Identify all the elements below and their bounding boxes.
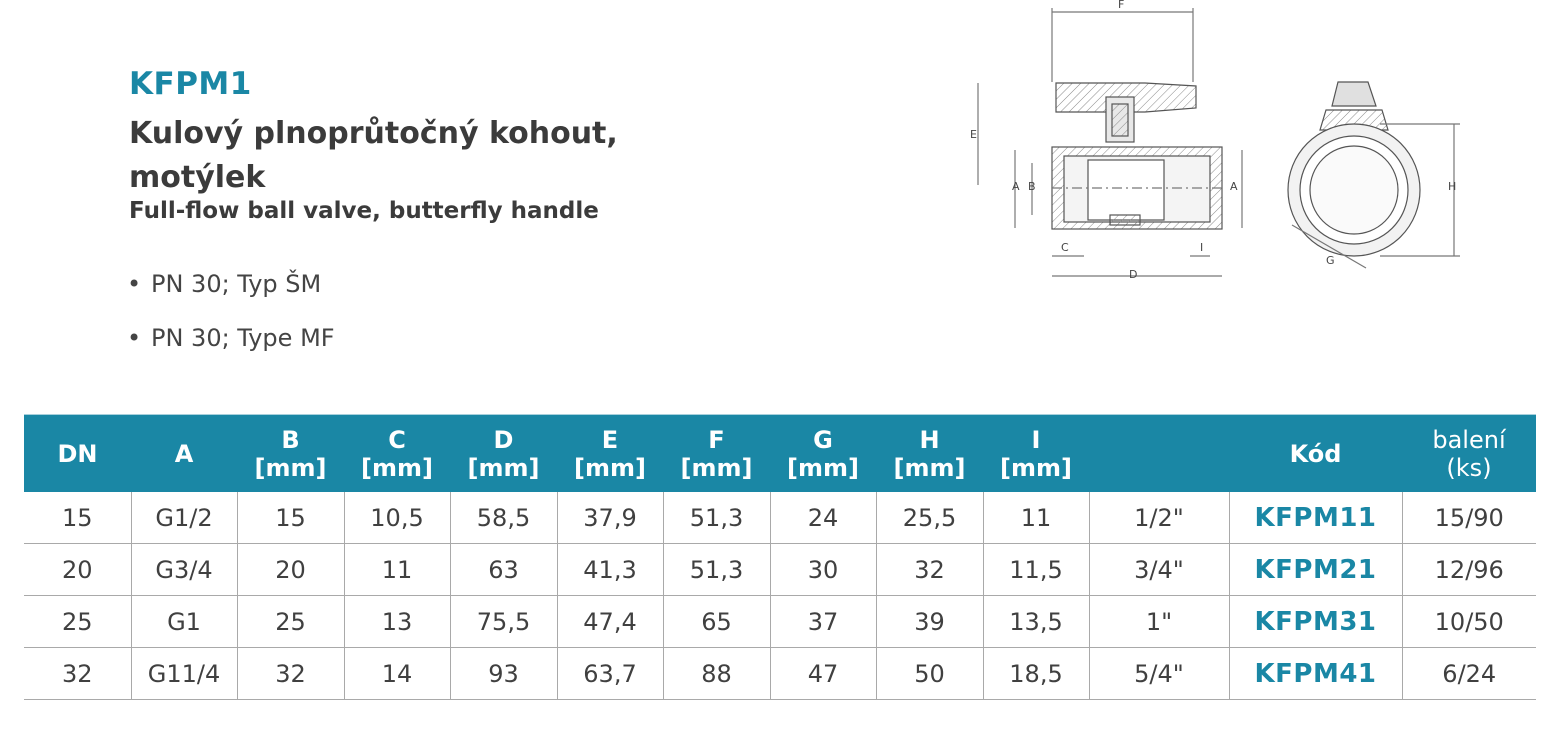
cell-h: 32 xyxy=(876,544,983,596)
header-unit: [mm] xyxy=(1000,453,1072,482)
cell-i: 13,5 xyxy=(983,596,1089,648)
header-unit: [mm] xyxy=(254,453,327,482)
bullet-dot: • xyxy=(127,324,142,352)
header-unit: [mm] xyxy=(574,453,646,482)
dim-label-e: E xyxy=(970,128,977,141)
cell-i: 18,5 xyxy=(983,648,1089,700)
cell-baleni: 12/96 xyxy=(1402,544,1536,596)
header-label: I xyxy=(1031,425,1041,454)
header-label: H xyxy=(919,425,940,454)
cell-g: 30 xyxy=(770,544,876,596)
cell-h: 50 xyxy=(876,648,983,700)
header-dn xyxy=(24,415,131,493)
dimensions-table xyxy=(24,414,1536,700)
header-unit: [mm] xyxy=(361,453,433,482)
header-kod xyxy=(1229,415,1402,493)
valve-technical-drawing xyxy=(960,0,1520,300)
cell-b: 20 xyxy=(237,544,344,596)
table-row xyxy=(24,492,1536,544)
side-view xyxy=(978,8,1242,276)
cell-kod: KFPM11 xyxy=(1229,492,1402,544)
header-thread-size xyxy=(1089,415,1229,493)
front-view xyxy=(1288,82,1460,268)
cell-kod: KFPM41 xyxy=(1229,648,1402,700)
cell-dn: 25 xyxy=(24,596,131,648)
header-unit: [mm] xyxy=(467,453,540,482)
cell-c: 10,5 xyxy=(344,492,450,544)
header-label: C xyxy=(388,425,406,454)
table-row xyxy=(24,544,1536,596)
cell-baleni: 15/90 xyxy=(1402,492,1536,544)
cell-thread-size: 1/2" xyxy=(1089,492,1229,544)
header-e xyxy=(557,415,663,493)
product-title-czech: Kulový plnoprůtočný kohout, motýlek xyxy=(129,116,618,195)
cell-baleni: 10/50 xyxy=(1402,596,1536,648)
bullet-dot: • xyxy=(127,270,142,298)
cell-c: 13 xyxy=(344,596,450,648)
bullet-text: PN 30; Typ ŠM xyxy=(151,270,322,298)
product-code: KFPM1 xyxy=(129,66,252,102)
cell-dn: 32 xyxy=(24,648,131,700)
dim-label-i: I xyxy=(1200,241,1204,254)
header-label: B xyxy=(281,425,300,454)
header-f xyxy=(663,415,770,493)
header-d xyxy=(450,415,557,493)
cell-b: 25 xyxy=(237,596,344,648)
header-label: F xyxy=(708,425,725,454)
cell-e: 63,7 xyxy=(557,648,663,700)
cell-a: G1/2 xyxy=(131,492,237,544)
header-unit: [mm] xyxy=(893,453,966,482)
header-c xyxy=(344,415,450,493)
header-label: DN xyxy=(57,439,98,468)
cell-h: 39 xyxy=(876,596,983,648)
product-title-english: Full-flow ball valve, butterfly handle xyxy=(129,198,599,224)
cell-dn: 20 xyxy=(24,544,131,596)
table-row xyxy=(24,648,1536,700)
cell-a: G3/4 xyxy=(131,544,237,596)
cell-f: 88 xyxy=(663,648,770,700)
cell-i: 11 xyxy=(983,492,1089,544)
header-a xyxy=(131,415,237,493)
cell-baleni: 6/24 xyxy=(1402,648,1536,700)
cell-thread-size: 3/4" xyxy=(1089,544,1229,596)
header-g xyxy=(770,415,876,493)
cell-c: 14 xyxy=(344,648,450,700)
cell-thread-size: 1" xyxy=(1089,596,1229,648)
table-header-row xyxy=(24,415,1536,493)
cell-d: 63 xyxy=(450,544,557,596)
cell-g: 47 xyxy=(770,648,876,700)
cell-kod: KFPM31 xyxy=(1229,596,1402,648)
cell-b: 15 xyxy=(237,492,344,544)
cell-kod: KFPM21 xyxy=(1229,544,1402,596)
header-unit: [mm] xyxy=(680,453,753,482)
cell-f: 65 xyxy=(663,596,770,648)
spec-bullet xyxy=(127,266,335,320)
cell-i: 11,5 xyxy=(983,544,1089,596)
cell-a: G1 xyxy=(131,596,237,648)
cell-g: 37 xyxy=(770,596,876,648)
cell-d: 93 xyxy=(450,648,557,700)
cell-f: 51,3 xyxy=(663,544,770,596)
dim-label-a-right: A xyxy=(1230,180,1238,193)
header-label: D xyxy=(493,425,514,454)
cell-d: 58,5 xyxy=(450,492,557,544)
dim-label-h: H xyxy=(1448,180,1457,193)
cell-thread-size: 5/4" xyxy=(1089,648,1229,700)
bullet-text: PN 30; Type MF xyxy=(151,324,335,352)
cell-c: 11 xyxy=(344,544,450,596)
cell-b: 32 xyxy=(237,648,344,700)
dim-label-d: D xyxy=(1129,268,1138,281)
header-label: balení xyxy=(1432,425,1506,454)
header-unit: (ks) xyxy=(1446,453,1492,482)
header-unit: [mm] xyxy=(787,453,859,482)
dim-label-g: G xyxy=(1326,254,1335,267)
header-label: Kód xyxy=(1289,439,1342,468)
cell-f: 51,3 xyxy=(663,492,770,544)
dim-label-a: A xyxy=(1012,180,1020,193)
cell-a: G11/4 xyxy=(131,648,237,700)
dim-label-f: F xyxy=(1118,0,1125,11)
header-i xyxy=(983,415,1089,493)
cell-e: 41,3 xyxy=(557,544,663,596)
header-label: G xyxy=(813,425,833,454)
header-h xyxy=(876,415,983,493)
cell-e: 47,4 xyxy=(557,596,663,648)
dim-label-b: B xyxy=(1028,180,1036,193)
cell-d: 75,5 xyxy=(450,596,557,648)
spec-bullet xyxy=(127,320,335,374)
dim-label-c: C xyxy=(1061,241,1069,254)
cell-e: 37,9 xyxy=(557,492,663,544)
header-baleni xyxy=(1402,415,1536,493)
header-b xyxy=(237,415,344,493)
header-label: E xyxy=(601,425,619,454)
cell-g: 24 xyxy=(770,492,876,544)
spec-bullet-list xyxy=(127,266,335,374)
cell-h: 25,5 xyxy=(876,492,983,544)
table-row xyxy=(24,596,1536,648)
header-label: A xyxy=(174,439,194,468)
cell-dn: 15 xyxy=(24,492,131,544)
